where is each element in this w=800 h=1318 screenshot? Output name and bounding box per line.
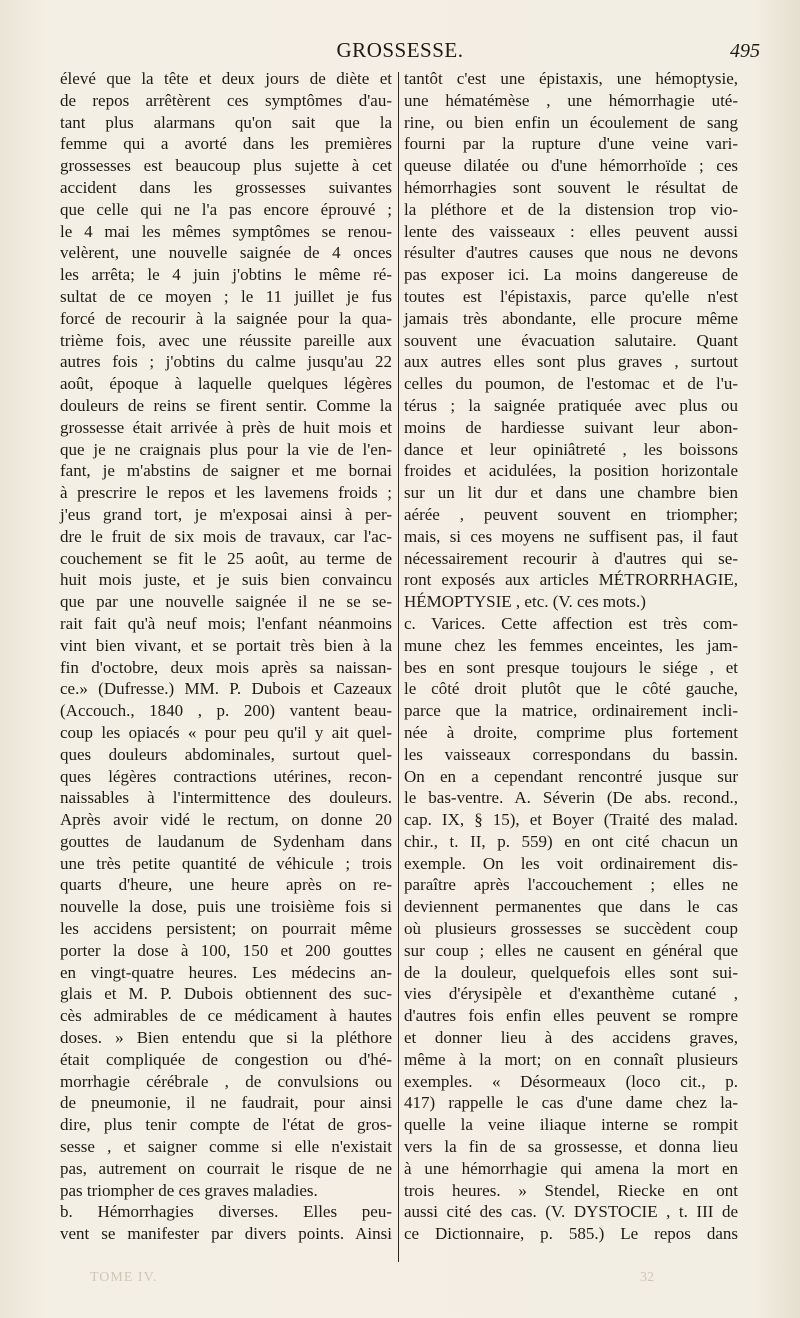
text-line: huit mois juste, et je suis bien convaincu — [60, 570, 392, 590]
text-line: de repos arrêtèrent ces symptômes d'au- — [60, 90, 392, 110]
text-line: mais, si ces moyens ne suffisent pas, il faut — [404, 526, 738, 546]
signature-number: 32 — [640, 1270, 654, 1285]
text-line: tantôt c'est une épistaxis, une hémoptysie, — [404, 69, 738, 88]
text-line: fin d'octobre, deux mois après sa naissan- — [60, 657, 392, 677]
text-line: grossesses est beaucoup plus sujette à cet — [60, 156, 392, 176]
text-line: aérée , peuvent souvent en triompher; — [404, 504, 738, 524]
text-line: à prescrire le repos et les lavemens froids ; — [60, 483, 392, 503]
text-line: fant, je m'abstins de saigner et me bornai — [60, 461, 392, 481]
text-line: que je ne craignais plus pour la vie de l'en- — [60, 439, 392, 459]
text-line: quarts d'heure, une heure après on re- — [60, 875, 392, 895]
text-line: que par une nouvelle saignée il ne se se- — [60, 592, 392, 612]
text-line: toutes est l'épistaxis, parce qu'elle n'est — [404, 286, 738, 306]
text-line: pas, autrement on courrait le risque de ne — [60, 1158, 392, 1178]
text-line: le bas-ventre. A. Séverin (De abs. recond., — [404, 788, 738, 808]
text-line: vers la fin de sa grossesse, et donna lieu — [404, 1137, 738, 1157]
text-line: où plusieurs grossesses se succèdent coup — [404, 919, 738, 939]
text-line: celles du poumon, de l'estomac et de l'u- — [404, 374, 738, 394]
text-line: On en a cependant rencontré jusque sur — [404, 766, 738, 786]
text-line: dire, plus tenir compte de l'état de gros- — [60, 1115, 392, 1135]
text-line: pas triompher de ces graves maladies. — [60, 1180, 318, 1200]
text-line: de la douleur, quelquefois elles sont sui- — [404, 962, 738, 982]
text-line: velèrent, une nouvelle saignée de 4 onces — [60, 243, 392, 263]
text-line: quelle la veine iliaque interne se rompit — [404, 1115, 738, 1135]
text-line: cap. IX, § 15), et Boyer (Traité des malad. — [404, 810, 738, 830]
text-line: rait fait qu'à neuf mois; l'enfant néanmoins — [60, 613, 392, 633]
running-head — [0, 38, 800, 68]
text-line: août, époque à laquelle quelques légères — [60, 374, 392, 394]
text-line: dre le fruit de six mois de travaux, car l'ac- — [60, 526, 392, 546]
text-line: tant plus alarmans qu'on sait que la — [60, 112, 392, 132]
text-line: parce que la matrice, ordinairement incli- — [404, 701, 738, 721]
text-line: nécessairement recourir à d'autres qui se- — [404, 548, 738, 568]
right-column — [404, 68, 738, 1245]
text-line: trois heures. » Stendel, Riecke en ont — [404, 1180, 738, 1200]
text-line: à une hémorrhagie qui amena la mort en — [404, 1158, 738, 1178]
text-line: couchement se fit le 25 août, au terme de — [60, 548, 392, 568]
text-line: HÉMOPTYSIE , etc. (V. ces mots.) — [404, 592, 646, 612]
text-line: deviennent permanentes que dans le cas — [404, 897, 738, 917]
text-line: les arrêta; le 4 juin j'obtins le même ré- — [60, 265, 392, 285]
text-line: jamais très abondante, elle procure même — [404, 308, 738, 328]
text-line: les accidens persistent; on pourrait même — [60, 919, 392, 939]
text-line: que celle qui ne l'a pas encore éprouvé ; — [60, 199, 392, 219]
text-line: grossesse était arrivée à près de huit mois et — [60, 417, 392, 437]
text-line: naissables à l'intermittence des douleurs. — [60, 788, 392, 808]
text-line: ce Dictionnaire, p. 585.) Le repos dans — [404, 1224, 738, 1244]
text-line: pas exposer ici. La moins dangereuse de — [404, 265, 738, 285]
running-title: GROSSESSE. — [336, 38, 464, 62]
text-line: autres fois ; j'obtins du calme jusqu'au 22 — [60, 352, 392, 372]
left-column — [60, 68, 392, 1245]
text-line: j'eus grand tort, je m'exposai ainsi à per- — [60, 504, 392, 524]
signature-mark: TOME IV. — [90, 1270, 158, 1285]
text-line: fourni par la rupture d'une veine vari- — [404, 134, 738, 154]
text-line: sultat de ce moyen ; le 11 juillet je fus — [60, 286, 392, 306]
text-line: gouttes de laudanum de Sydenham dans — [60, 831, 392, 851]
text-line: les vaisseaux correspondans du bassin. — [404, 744, 738, 764]
text-line: doses. » Bien entendu que si la pléthore — [60, 1028, 392, 1048]
text-line: de pneumonie, il ne faudrait, pour ainsi — [60, 1093, 392, 1113]
text-line: c. Varices. Cette affection est très com- — [404, 613, 738, 633]
text-line: et donner lieu à des accidens graves, — [404, 1028, 738, 1048]
text-line: (Accouch., 1840 , p. 200) vantent beau- — [60, 701, 392, 721]
text-line: accident dans les grossesses suivantes — [60, 177, 392, 197]
text-line: hémorrhagies sont souvent le résultat de — [404, 177, 738, 197]
text-line: en vingt-quatre heures. Les médecins an- — [60, 962, 392, 982]
text-line: porter la dose à 100, 150 et 200 gouttes — [60, 940, 392, 960]
text-line: vent se manifester par divers points. Ainsi — [60, 1224, 392, 1244]
text-line: b. Hémorrhagies diverses. Elles peu- — [60, 1202, 392, 1222]
text-line: froides et acidulées, la position horizontale — [404, 461, 738, 481]
text-line: morrhagie cérébrale , de convulsions ou — [60, 1071, 392, 1091]
text-line: douleurs de reins se firent sentir. Comme la — [60, 395, 392, 415]
text-line: la pléthore et de la distension trop vio- — [404, 199, 738, 219]
text-line: coup les opiacés « pour peu qu'il y ait quel- — [60, 722, 392, 742]
text-line: vint bien vivant, et se portait très bien à la — [60, 635, 392, 655]
text-line: même à la mort; on en connaît plusieurs — [404, 1049, 738, 1069]
text-line: ront exposés aux articles MÉTRORRHAGIE, — [404, 570, 738, 590]
text-line: une très petite quantité de véhicule ; trois — [60, 853, 392, 873]
text-line: aux autres elles sont plus graves , surtout — [404, 352, 738, 372]
text-line: lente des vaisseaux : elles peuvent aussi — [404, 221, 738, 241]
text-line: forcé de recourir à la saignée pour la qua- — [60, 308, 392, 328]
text-line: le 4 mai les mêmes symptômes se renou- — [60, 221, 392, 241]
text-line: dance et leur opiniâtreté , les boissons — [404, 439, 738, 459]
text-line: sur coup ; elles ne causent en général que — [404, 940, 738, 960]
text-line: exemple. On les voit ordinairement dis- — [404, 853, 738, 873]
text-line: cès admirables de ce médicament à hautes — [60, 1006, 392, 1026]
text-line: ques douleurs abdominales, surtout quel- — [60, 744, 392, 764]
column-divider — [398, 72, 399, 1262]
text-line: 417) rappelle le cas d'une dame chez la- — [404, 1093, 738, 1113]
text-line: était compliquée de congestion ou d'hé- — [60, 1049, 392, 1069]
text-line: aussi cité des cas. (V. DYSTOCIE , t. III de — [404, 1202, 738, 1222]
text-line: rine, ou bien enfin un écoulement de sang — [404, 112, 738, 132]
text-line: vies d'érysipèle et d'exanthème cutané , — [404, 984, 738, 1004]
text-line: sesse , et saigner comme si elle n'existait — [60, 1137, 392, 1157]
text-line: glais et M. P. Dubois obtiennent des suc- — [60, 984, 392, 1004]
text-line: le côté droit plutôt que le côté gauche, — [404, 679, 738, 699]
text-line: bes en sont presque toujours le siége , et — [404, 657, 738, 677]
text-line: résulter d'autres causes que nous ne devons — [404, 243, 738, 263]
text-line: née à droite, comprime plus fortement — [404, 722, 738, 742]
text-line: nouvelle la dose, puis une troisième fois si — [60, 897, 392, 917]
text-line: chir., t. II, p. 559) en ont cité chacun un — [404, 831, 738, 851]
text-line: moins de hardiesse suivant leur abon- — [404, 417, 738, 437]
text-line: femme qui a avorté dans les premières — [60, 134, 392, 154]
text-line: une hématémèse , une hémorrhagie uté- — [404, 90, 738, 110]
text-line: paraître après l'accouchement ; elles ne — [404, 875, 738, 895]
text-line: sur un lit dur et dans une chambre bien — [404, 483, 738, 503]
text-line: queuse dilatée ou d'une hémorrhoïde ; ces — [404, 156, 738, 176]
text-line: souvent une évacuation salutaire. Quant — [404, 330, 738, 350]
text-line: Après avoir vidé le rectum, on donne 20 — [60, 810, 392, 830]
text-line: térus ; la saignée pratiquée avec plus ou — [404, 395, 738, 415]
text-line: ques légères contractions utérines, recon- — [60, 766, 392, 786]
text-line: trième fois, avec une réussite pareille aux — [60, 330, 392, 350]
text-line: ce.» (Dufresse.) MM. P. Dubois et Cazeaux — [60, 679, 392, 699]
text-line: élevé que la tête et deux jours de diète et — [60, 69, 392, 88]
text-line: exemples. « Désormeaux (loco cit., p. — [404, 1071, 738, 1091]
text-line: mune chez les femmes enceintes, les jam- — [404, 635, 738, 655]
page-number: 495 — [730, 40, 760, 62]
text-line: d'autres fois enfin elles peuvent se rompre — [404, 1006, 738, 1026]
